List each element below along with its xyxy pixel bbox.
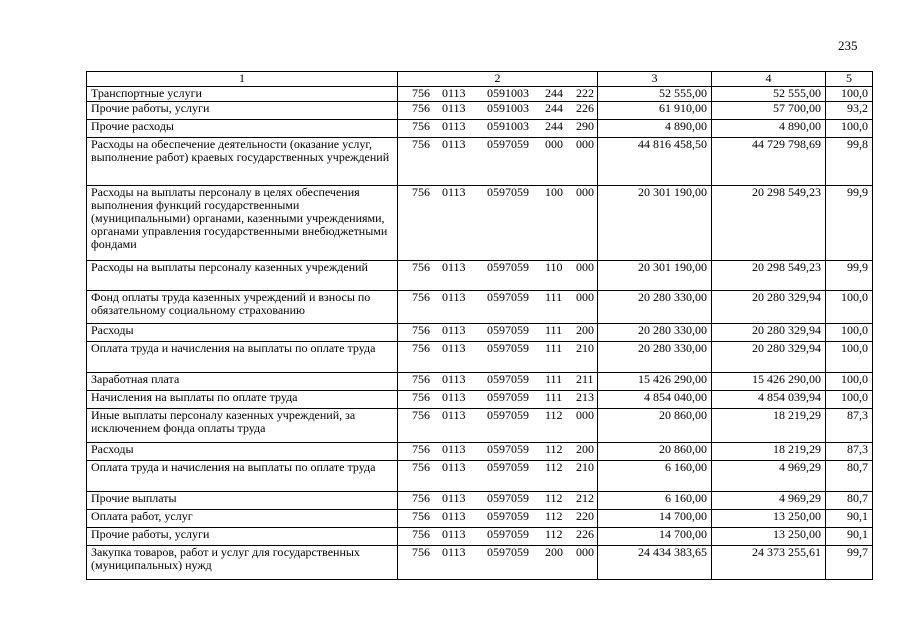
row-percent: 90,1 [826,528,873,546]
row-fact: 4 890,00 [712,120,826,138]
code-expense-type: 112 [545,442,563,456]
row-fact: 20 280 329,94 [712,324,826,342]
code-expense-type: 111 [545,372,563,386]
code-economic: 220 [576,509,594,523]
row-name: Оплата работ, услуг [87,510,398,528]
code-ved: 756 [412,545,430,559]
row-plan: 20 280 330,00 [598,291,712,324]
row-percent: 99,9 [826,186,873,261]
row-name: Расходы на выплаты персоналу казенных учреждений [87,261,398,291]
code-target: 0591003 [487,86,529,100]
code-section: 0113 [442,390,466,404]
code-group [402,510,593,523]
table-row [87,324,873,342]
code-target: 0597059 [487,527,529,541]
code-target: 0597059 [487,185,529,199]
code-group [402,391,593,404]
code-ved: 756 [412,86,430,100]
row-name: Прочие выплаты [87,492,398,510]
row-percent: 99,9 [826,261,873,291]
row-plan: 15 426 290,00 [598,373,712,391]
table-row [87,409,873,443]
row-code [398,373,598,391]
code-ved: 756 [412,390,430,404]
code-group [402,102,593,115]
header-col-1: 1 [87,72,398,87]
row-plan: 20 860,00 [598,409,712,443]
row-code [398,120,598,138]
row-percent: 100,0 [826,324,873,342]
row-code [398,186,598,261]
code-expense-type: 112 [545,509,563,523]
code-group [402,87,593,100]
code-group [402,528,593,541]
row-name: Оплата труда и начисления на выплаты по оплате труда [87,461,398,492]
code-group [402,546,593,559]
table-row [87,102,873,120]
row-name: Расходы на обеспечение деятельности (оказание услуг, выполнение работ) краевых государственных учреждений [87,138,398,186]
row-code [398,391,598,409]
row-plan: 24 434 383,65 [598,546,712,580]
row-code [398,443,598,461]
row-name: Начисления на выплаты по оплате труда [87,391,398,409]
page-number: 235 [838,38,858,53]
code-economic: 210 [576,341,594,355]
row-name: Прочие расходы [87,120,398,138]
table-row [87,342,873,373]
code-economic: 226 [576,527,594,541]
row-plan: 4 890,00 [598,120,712,138]
code-ved: 756 [412,372,430,386]
code-group [402,342,593,355]
row-plan: 6 160,00 [598,492,712,510]
code-section: 0113 [442,460,466,474]
code-section: 0113 [442,372,466,386]
code-expense-type: 000 [545,137,563,151]
row-fact: 18 219,29 [712,409,826,443]
code-economic: 000 [576,545,594,559]
row-name: Транспортные услуги [87,87,398,102]
table-row [87,291,873,324]
row-name: Закупка товаров, работ и услуг для государственных (муниципальных) нужд [87,546,398,580]
row-code [398,528,598,546]
code-target: 0597059 [487,372,529,386]
code-expense-type: 112 [545,527,563,541]
row-code [398,492,598,510]
header-col-5: 5 [826,72,873,87]
code-expense-type: 100 [545,185,563,199]
table-row [87,492,873,510]
row-code [398,261,598,291]
table-row [87,461,873,492]
code-group [402,492,593,505]
code-section: 0113 [442,260,466,274]
row-plan: 20 280 330,00 [598,342,712,373]
row-percent: 80,7 [826,492,873,510]
table-row [87,510,873,528]
row-percent: 100,0 [826,391,873,409]
code-economic: 000 [576,185,594,199]
code-ved: 756 [412,460,430,474]
row-fact: 4 969,29 [712,492,826,510]
code-ved: 756 [412,408,430,422]
row-code [398,510,598,528]
code-section: 0113 [442,341,466,355]
table-row [87,443,873,461]
row-percent: 100,0 [826,373,873,391]
row-name: Расходы на выплаты персоналу в целях обеспечения выполнения функций государственными (муниципальными) органами, казенными учреждениями, органами управления государственными внебюджетными фондами [87,186,398,261]
code-economic: 000 [576,408,594,422]
header-col-4: 4 [712,72,826,87]
code-economic: 200 [576,442,594,456]
code-target: 0597059 [487,460,529,474]
code-group [402,461,593,474]
row-fact: 4 969,29 [712,461,826,492]
row-fact: 20 298 549,23 [712,261,826,291]
code-ved: 756 [412,119,430,133]
row-name: Фонд оплаты труда казенных учреждений и взносы по обязательному социальному страхованию [87,291,398,324]
code-target: 0597059 [487,390,529,404]
code-expense-type: 110 [545,260,563,274]
header-col-2: 2 [398,72,598,87]
code-economic: 226 [576,101,594,115]
row-plan: 52 555,00 [598,87,712,102]
row-plan: 6 160,00 [598,461,712,492]
row-plan: 14 700,00 [598,528,712,546]
code-ved: 756 [412,527,430,541]
row-name: Расходы [87,324,398,342]
code-target: 0597059 [487,323,529,337]
row-percent: 90,1 [826,510,873,528]
code-section: 0113 [442,86,466,100]
code-expense-type: 244 [545,119,563,133]
code-target: 0597059 [487,408,529,422]
table-row [87,87,873,102]
code-target: 0597059 [487,137,529,151]
row-fact: 20 298 549,23 [712,186,826,261]
table-row [87,138,873,186]
code-section: 0113 [442,491,466,505]
code-ved: 756 [412,491,430,505]
code-target: 0597059 [487,260,529,274]
table-row [87,546,873,580]
code-expense-type: 112 [545,460,563,474]
code-expense-type: 244 [545,86,563,100]
row-percent: 80,7 [826,461,873,492]
code-target: 0597059 [487,509,529,523]
code-section: 0113 [442,509,466,523]
code-target: 0597059 [487,491,529,505]
row-fact: 4 854 039,94 [712,391,826,409]
code-target: 0597059 [487,442,529,456]
code-group [402,261,593,274]
row-name: Заработная плата [87,373,398,391]
code-group [402,120,593,133]
row-fact: 20 280 329,94 [712,342,826,373]
code-expense-type: 112 [545,491,563,505]
row-plan: 14 700,00 [598,510,712,528]
table-row [87,528,873,546]
row-percent: 99,8 [826,138,873,186]
table-row [87,391,873,409]
code-ved: 756 [412,341,430,355]
table-row [87,120,873,138]
row-fact: 15 426 290,00 [712,373,826,391]
table-row [87,186,873,261]
row-name: Оплата труда и начисления на выплаты по оплате труда [87,342,398,373]
code-group [402,138,593,151]
code-expense-type: 111 [545,341,563,355]
code-target: 0597059 [487,290,529,304]
code-section: 0113 [442,408,466,422]
code-economic: 210 [576,460,594,474]
row-code [398,291,598,324]
code-expense-type: 112 [545,408,563,422]
table-row [87,373,873,391]
row-plan: 20 301 190,00 [598,186,712,261]
code-ved: 756 [412,101,430,115]
row-code [398,546,598,580]
code-section: 0113 [442,442,466,456]
row-plan: 61 910,00 [598,102,712,120]
row-code [398,102,598,120]
row-percent: 100,0 [826,291,873,324]
budget-table [86,71,873,580]
row-fact: 24 373 255,61 [712,546,826,580]
code-ved: 756 [412,260,430,274]
code-economic: 213 [576,390,594,404]
row-percent: 100,0 [826,87,873,102]
row-percent: 100,0 [826,342,873,373]
row-plan: 20 301 190,00 [598,261,712,291]
row-code [398,324,598,342]
row-percent: 87,3 [826,443,873,461]
row-fact: 57 700,00 [712,102,826,120]
code-expense-type: 200 [545,545,563,559]
code-group [402,324,593,337]
code-section: 0113 [442,137,466,151]
row-fact: 18 219,29 [712,443,826,461]
code-section: 0113 [442,101,466,115]
row-name: Иные выплаты персоналу казенных учреждений, за исключением фонда оплаты труда [87,409,398,443]
code-section: 0113 [442,290,466,304]
code-economic: 000 [576,260,594,274]
code-ved: 756 [412,185,430,199]
row-plan: 20 860,00 [598,443,712,461]
row-percent: 87,3 [826,409,873,443]
row-percent: 93,2 [826,102,873,120]
row-fact: 20 280 329,94 [712,291,826,324]
code-section: 0113 [442,185,466,199]
row-name: Прочие работы, услуги [87,528,398,546]
code-ved: 756 [412,442,430,456]
code-target: 0591003 [487,119,529,133]
header-col-3: 3 [598,72,712,87]
row-plan: 4 854 040,00 [598,391,712,409]
row-fact: 52 555,00 [712,87,826,102]
code-ved: 756 [412,323,430,337]
code-target: 0597059 [487,341,529,355]
row-plan: 20 280 330,00 [598,324,712,342]
code-section: 0113 [442,323,466,337]
code-economic: 200 [576,323,594,337]
code-expense-type: 111 [545,323,563,337]
row-percent: 99,7 [826,546,873,580]
row-code [398,461,598,492]
code-group [402,409,593,422]
code-group [402,373,593,386]
code-section: 0113 [442,527,466,541]
row-fact: 13 250,00 [712,528,826,546]
row-code [398,342,598,373]
code-economic: 212 [576,491,594,505]
table-row [87,261,873,291]
code-economic: 000 [576,137,594,151]
code-expense-type: 244 [545,101,563,115]
row-fact: 13 250,00 [712,510,826,528]
row-code [398,87,598,102]
code-section: 0113 [442,545,466,559]
code-expense-type: 111 [545,290,563,304]
row-code [398,138,598,186]
code-group [402,443,593,456]
row-percent: 100,0 [826,120,873,138]
code-expense-type: 111 [545,390,563,404]
code-ved: 756 [412,290,430,304]
row-name: Расходы [87,443,398,461]
code-ved: 756 [412,137,430,151]
code-group [402,186,593,199]
code-target: 0597059 [487,545,529,559]
row-plan: 44 816 458,50 [598,138,712,186]
code-economic: 222 [576,86,594,100]
row-name: Прочие работы, услуги [87,102,398,120]
row-fact: 44 729 798,69 [712,138,826,186]
code-target: 0591003 [487,101,529,115]
code-economic: 290 [576,119,594,133]
row-code [398,409,598,443]
header-row [87,72,873,87]
code-economic: 211 [576,372,594,386]
code-economic: 000 [576,290,594,304]
code-ved: 756 [412,509,430,523]
code-group [402,291,593,304]
code-section: 0113 [442,119,466,133]
